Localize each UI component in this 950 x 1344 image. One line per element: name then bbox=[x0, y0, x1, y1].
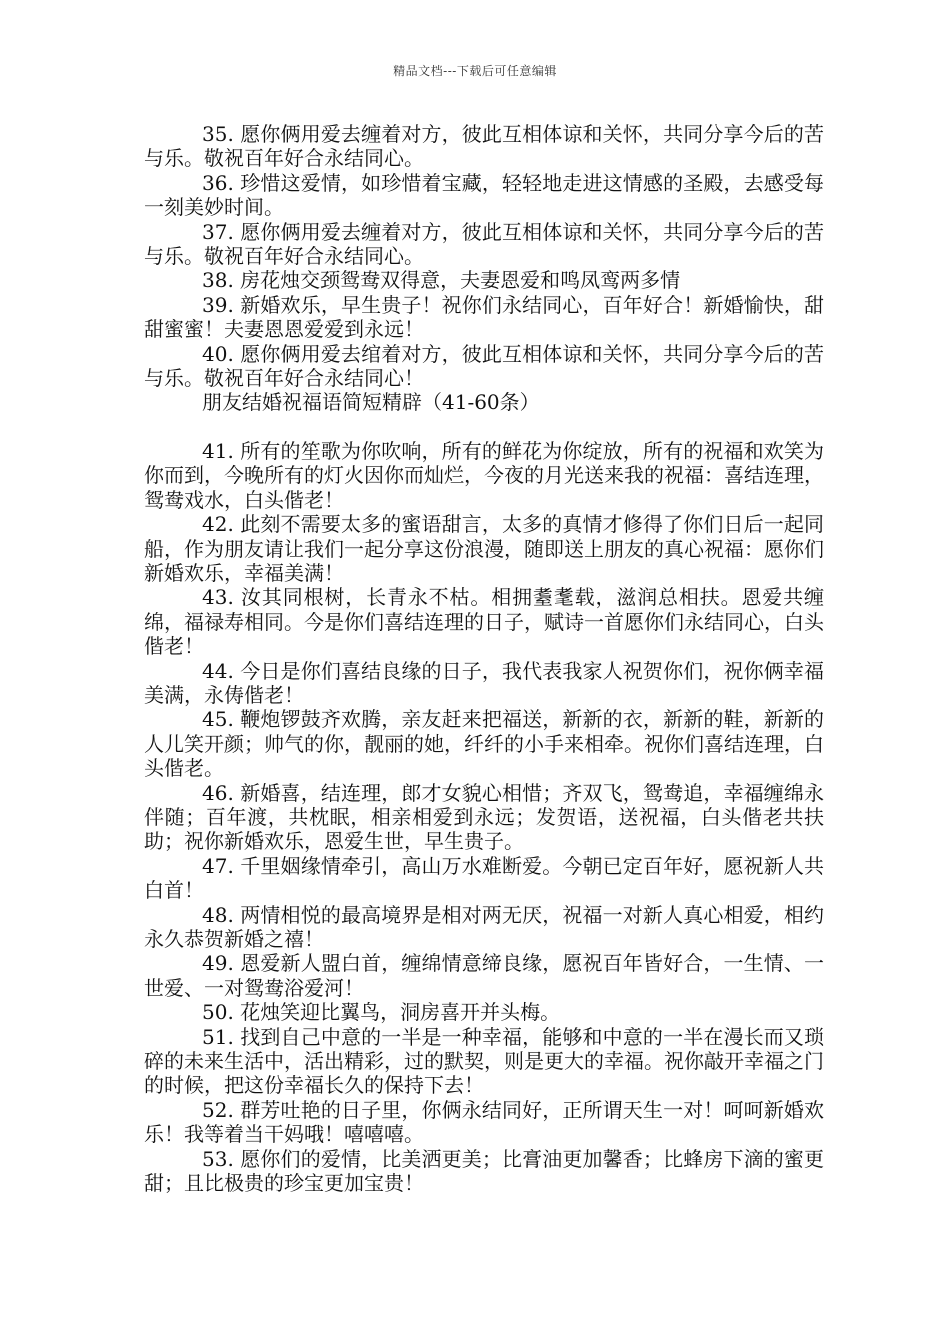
paragraph-38: 38. 房花烛交颈鸳鸯双得意，夫妻恩爱和鸣凤鸾两多情 bbox=[202, 268, 681, 293]
paragraph-46: 46. 新婚喜，结连理，郎才女貌心相惜；齐双飞，鸳鸯追，幸福缠绵永伴随；百年渡，共枕眠，相亲相爱到永远；发贺语，送祝福，白头偕老共扶助；祝你新婚欢乐，恩爱生世，早生贵子。 bbox=[144, 780, 824, 854]
paragraph-37: 37. 愿你俩用爱去缠着对方，彼此互相体谅和关怀，共同分享今后的苦与乐。敬祝百年好合永结同心。 bbox=[144, 219, 824, 269]
paragraph-43: 43. 汝其同根树，长青永不枯。相拥耋耄载，滋润总相扶。恩爱共缠绵，福禄寿相同。今是你们喜结连理的日子，赋诗一首愿你们永结同心，白头偕老！ bbox=[144, 585, 824, 659]
paragraph-35: 35. 愿你俩用爱去缠着对方，彼此互相体谅和关怀，共同分享今后的苦与乐。敬祝百年好合永结同心。 bbox=[144, 122, 824, 171]
paragraph-53: 53. 愿你们的爱情，比美洒更美；比膏油更加馨香；比蜂房下滴的蜜更甜；且比极贵的珍宝更加宝贵！ bbox=[144, 1146, 824, 1196]
section-title: 朋友结婚祝福语简短精辟（41-60条） bbox=[202, 390, 540, 415]
paragraph-49: 49. 恩爱新人盟白首，缠绵情意缔良缘，愿祝百年皆好合，一生情、一世爱、一对鸳鸯浴爱河！ bbox=[144, 951, 824, 1000]
paragraph-39: 39. 新婚欢乐，早生贵子！祝你们永结同心，百年好合！新婚愉快，甜甜蜜蜜！夫妻恩恩爱爱到永远！ bbox=[144, 292, 824, 342]
paragraph-36: 36. 珍惜这爱情，如珍惜着宝藏，轻轻地走进这情感的圣殿，去感受每一刻美妙时间。 bbox=[144, 170, 824, 220]
paragraph-51: 51. 找到自己中意的一半是一种幸福，能够和中意的一半在漫长而又琐碎的未来生活中，活出精彩，过的默契，则是更大的幸福。祝你敲开幸福之门的时候，把这份幸福长久的保持下去！ bbox=[144, 1024, 824, 1098]
paragraph-40: 40. 愿你俩用爱去绾着对方，彼此互相体谅和关怀，共同分享今后的苦与乐。敬祝百年好合永结同心！ bbox=[144, 341, 824, 391]
spacer bbox=[144, 415, 824, 439]
paragraph-42: 42. 此刻不需要太多的蜜语甜言，太多的真情才修得了你们日后一起同船，作为朋友请让我们一起分享这份浪漫，随即送上朋友的真心祝福：愿你们新婚欢乐，幸福美满！ bbox=[144, 512, 824, 585]
paragraph-44: 44. 今日是你们喜结良缘的日子，我代表我家人祝贺你们，祝你俩幸福美满，永俦偕老！ bbox=[144, 658, 824, 707]
paragraph-47: 47. 千里姻缘情牵引，高山万水难断爱。今朝已定百年好，愿祝新人共白首！ bbox=[144, 853, 824, 903]
document-body bbox=[144, 122, 824, 1195]
paragraph-41: 41. 所有的笙歌为你吹响，所有的鲜花为你绽放，所有的祝福和欢笑为你而到，今晚所有的灯火因你而灿烂，今夜的月光送来我的祝福：喜结连理，鸳鸯戏水，白头偕老！ bbox=[144, 438, 824, 512]
paragraph-45: 45. 鞭炮锣鼓齐欢腾，亲友赶来把福送，新新的衣，新新的鞋，新新的人儿笑开颜；帅气的你，靓丽的她，纤纤的小手来相牵。祝你们喜结连理，白头偕老。 bbox=[144, 707, 824, 781]
page-header: 精品文档---下载后可任意编辑 bbox=[393, 64, 557, 78]
paragraph-52: 52. 群芳吐艳的日子里，你俩永结同好，正所谓天生一对！呵呵新婚欢乐！我等着当干妈哦！嘻嘻嘻。 bbox=[144, 1097, 824, 1147]
paragraph-48: 48. 两情相悦的最高境界是相对两无厌，祝福一对新人真心相爱，相约永久恭贺新婚之禧！ bbox=[144, 902, 824, 951]
paragraph-50: 50. 花烛笑迎比翼鸟，洞房喜开并头梅。 bbox=[202, 1000, 561, 1025]
